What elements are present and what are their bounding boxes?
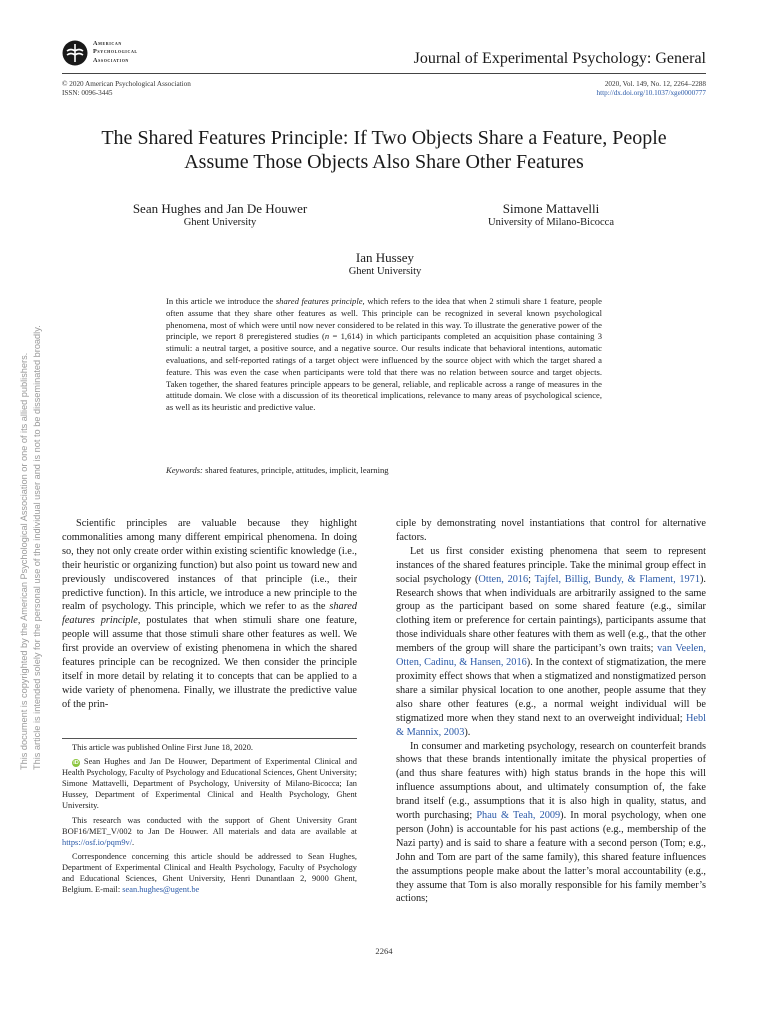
body-text: , postulates that when stimuli share one feature, people will assume that those stimuli share other features as well. We first provide an overview of existing phenomena in which the shared features principle can be recognized. We then consider the principle itself in more detail by relating it to concepts that can be applied to a wide variety of phenomena. Finally, we illustrate the predictive value of the prin- — [62, 615, 358, 710]
osf-link[interactable]: https://osf.io/pqm9v/ — [62, 837, 133, 847]
doi-link[interactable]: http://dx.doi.org/10.1037/xge0000777 — [596, 88, 706, 97]
volume-info: 2020, Vol. 149, No. 12, 2264–2288 — [604, 80, 706, 88]
body-emphasis: shared features principle — [62, 601, 357, 627]
logo-line-2: Psychological — [93, 48, 138, 56]
abstract-text: = 1,614) in which participants completed an acquisition phase containing 3 stimuli: a neutral target, a positive source, and a negative source. Our results indicate that behavioral intentions, automatic evaluations, and self-reported ratings of a target object were influenced by the source object with which the target shared a feature. This was even the case when participants were told that there was no relation between source and target objects. Taken together, the shared features principle appears to be general, reliable, and replicable across a range of measures in the attitude domain. We close with a discussion of its theoretical implications, relevance to many areas of psychological science, as well as its heuristic and predictive value. — [166, 331, 602, 413]
journal-title: Journal of Experimental Psychology: General — [413, 50, 706, 67]
body-text: Let us first consider existing phenomena that seem to represent instances of the shared features principle. Take the minimal group effect in social psychology ( — [396, 545, 706, 585]
apa-logo-icon — [62, 40, 88, 66]
author-name: Simone Mattavelli — [502, 201, 600, 216]
header-rule — [62, 73, 706, 74]
footnote-correspondence — [62, 851, 357, 895]
citation-link[interactable]: Otten, 2016 — [478, 573, 529, 585]
author-block-1 — [110, 201, 330, 229]
side-notice-line-2: This article is intended solely for the personal use of the individual user and is not to be disseminated broadly. — [32, 325, 42, 770]
author-block-2 — [466, 201, 636, 229]
author-affiliation: Ghent University — [348, 266, 422, 277]
author-affiliation: University of Milano-Bicocca — [488, 217, 614, 228]
footnote-support-text: This research was conducted with the support of Ghent University Grant BOF16/MET_V/002 to Jan De Houwer. All materials and data are available at — [62, 815, 357, 836]
body-text: Scientific principles are valuable because they highlight commonalities among many different empirical phenomena. In doing so, they not only create order within existing scientific knowledge (i.e., their heuristic or organizing function) but also point us toward new and previously undiscovered instances of that principle (i.e., their predictive function). In this article, we introduce a new principle to the realm of psychology. This principle, which we refer to as the — [62, 518, 357, 613]
copyright-side-notice — [18, 250, 44, 770]
header-meta-left — [62, 80, 191, 97]
footnote-support — [62, 815, 357, 848]
author-name: Sean Hughes and Jan De Houwer — [132, 201, 308, 216]
apa-logo — [62, 38, 222, 72]
body-paragraph — [62, 517, 357, 712]
body-paragraph — [396, 545, 706, 740]
body-text: ; — [528, 573, 535, 585]
author-affiliation: Ghent University — [183, 217, 257, 228]
issn-line: ISSN: 0096-3445 — [62, 88, 113, 97]
body-text: ). — [464, 726, 471, 738]
keywords-text: shared features, principle, attitudes, implicit, learning — [205, 465, 389, 475]
citation-link[interactable]: Phau & Teah, 2009 — [476, 810, 561, 822]
author-block-3 — [300, 250, 470, 278]
article-title — [70, 126, 698, 174]
keywords-label: Keywords: — [166, 465, 203, 475]
body-text: ). Research shows that when individuals are arbitrarily assigned to the same group as the participant based on some shared feature (e.g., similar clothing item or preference for certain paintings), participants assume that those individuals share other features with them as well (e.g., that the other members of the group will share the participant’s own traits; — [396, 573, 706, 655]
page-number: 2264 — [375, 946, 393, 956]
citation-link[interactable]: van Veelen, Otten, Cadinu, & Hansen, 2016 — [396, 643, 706, 669]
body-paragraph: ciple by demonstrating novel instantiations that control for alternative factors. — [396, 518, 706, 543]
title-line-2: Assume Those Objects Also Share Other Features — [184, 151, 584, 173]
abstract-emphasis: shared features principle — [275, 296, 363, 306]
abstract-text: , which refers to the idea that when 2 stimuli share 1 feature, people often assume that they share other features as well. This principle can be recognized in several known psychological phenomena, most of which were until now never considered to be related in this way. To illustrate the generative power of the principle, we report 8 preregistered studies ( — [166, 296, 602, 342]
body-column-left — [62, 517, 357, 712]
body-text: ). In the context of stigmatization, the mere proximity effect shows that when a stigmatized and nonstigmatized person share a similar physical location to one another, people assume that they also share other features (e.g., a normal weight individual will be stigmatized more when they stand next to an overweight individual; — [396, 657, 707, 724]
keywords — [166, 465, 602, 476]
footnote-affiliations — [62, 756, 357, 811]
footnote-affiliations-text: Sean Hughes and Jan De Houwer, Department of Experimental Clinical and Health Psychology, Faculty of Psychology and Educational Sciences, Ghent University; Simone Mattavelli, Department of Psychology, University of Milano-Bicocca; Ian Hussey, Department of Experimental Clinical and Health Psychology, Ghent University. — [62, 757, 357, 811]
title-line-1: The Shared Features Principle: If Two Objects Share a Feature, People — [101, 127, 667, 149]
logo-line-1: American — [93, 40, 122, 47]
abstract — [166, 296, 602, 414]
footnotes — [62, 742, 357, 898]
footnote-correspondence-text: Correspondence concerning this article should be addressed to Sean Hughes, Department of Experimental Clinical and Health Psychology, Faculty of Psychology and Educational Sciences, Ghent University, Henri Dunantlaan 2, 9000 Ghent, Belgium. E-mail: — [62, 851, 357, 895]
footnote-published: This article was published Online First June 18, 2020. — [72, 743, 253, 752]
copyright-line: © 2020 American Psychological Association — [62, 80, 191, 88]
email-link[interactable]: sean.hughes@ugent.be — [122, 885, 200, 895]
body-text: ). In moral psychology, when one person (John) is accountable for his past actions (e.g., membership of the Nazi party) and is said to share a feature with a second person (Tom; e.g., John and Tom are part of the same family), this shared feature influences the assumptions people make about the latter’s moral accountability (e.g., they assume that Tom is also morally responsible for his family member’s actions; — [396, 810, 706, 905]
citation-link[interactable]: Hebl & Mannix, 2003 — [396, 712, 706, 738]
logo-line-3: Association — [93, 56, 129, 64]
body-column-right — [396, 517, 706, 906]
abstract-text: In this article we introduce the — [166, 296, 276, 306]
body-text: In consumer and marketing psychology, research on counterfeit brands shows that these brands intentionally imitate the physical properties of (and thus share features with) high status brands in the hope this will influence assumptions about, and ultimately consumption of, the fake brand itself (e.g., assumptions that it is also high in quality, status, and worth purchasing; — [396, 740, 706, 822]
header-meta-right — [597, 80, 706, 97]
footnote-support-end: . — [132, 837, 135, 847]
apa-logo-text — [93, 40, 138, 65]
footnote-rule — [62, 738, 357, 739]
abstract-emphasis: n — [324, 331, 330, 342]
orcid-icon[interactable]: iD — [73, 760, 79, 767]
citation-link[interactable]: Tajfel, Billig, Bundy, & Flament, 1971 — [534, 573, 700, 585]
side-notice-line-1: This document is copyrighted by the American Psychological Association or one of its allied publishers. — [19, 352, 29, 770]
body-paragraph — [396, 740, 706, 907]
author-name: Ian Hussey — [355, 250, 415, 265]
